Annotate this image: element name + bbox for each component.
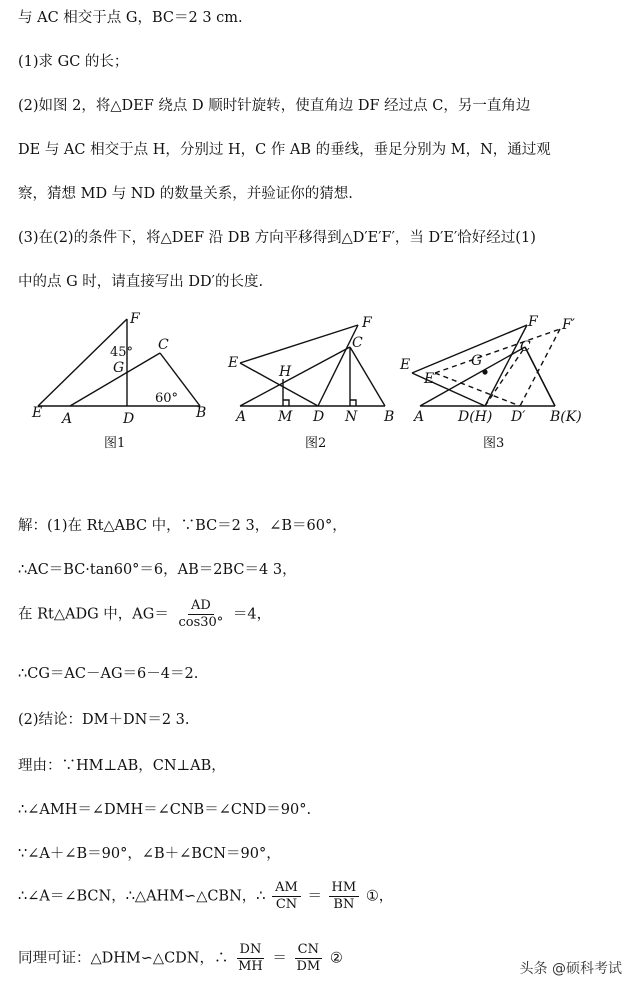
fig3-point-G bbox=[482, 369, 487, 374]
solution-line-6: 理由：∵HM⊥AB，CN⊥AB， bbox=[18, 758, 226, 774]
fraction-hm-bn: $\frac{HM}{BN}$ bbox=[329, 880, 360, 913]
solution-line-7: ∴∠AMH＝∠DMH＝∠CNB＝∠CND＝90°. bbox=[18, 802, 312, 818]
fig3-label-BK: B(K) bbox=[550, 409, 582, 425]
figure-2-labels bbox=[227, 315, 394, 451]
fig1-label-G: G bbox=[113, 360, 125, 376]
fig3-label-F: F bbox=[528, 314, 538, 330]
fig1-label-F: F bbox=[130, 311, 140, 327]
fig2-label-D: D bbox=[313, 409, 325, 425]
problem-line-6: (3)在(2)的条件下，将△DEF 沿 DB 方向平移得到△D′E′F′，当 D′E′恰好经过(1) bbox=[18, 230, 536, 246]
fig1-angle-60: 60° bbox=[155, 391, 179, 406]
fig2-caption: 图2 bbox=[305, 436, 327, 451]
fig3-caption: 图3 bbox=[483, 436, 505, 451]
solution-line-8: ∵∠A＋∠B＝90°，∠B＋∠BCN＝90°， bbox=[18, 846, 281, 862]
solution-line-10: 同理可证：△DHM∽△CDN，∴ $\frac{DN}{MH}$ ＝ $\frac{CN}{DM}$ ② bbox=[18, 942, 343, 974]
fig2-label-H: H bbox=[279, 364, 292, 380]
problem-line-7: 中的点 G 时，请直接写出 DD′的长度. bbox=[18, 274, 264, 290]
fig2-label-B: B bbox=[384, 409, 395, 425]
fraction-am-cn: $\frac{AM}{CN}$ bbox=[272, 880, 301, 913]
fig2-label-M: M bbox=[278, 409, 293, 425]
fig2-label-A: A bbox=[236, 409, 247, 425]
fraction-cn-dm: $\frac{CN}{DM}$ bbox=[296, 942, 321, 974]
watermark: 头条 @硕科考试 bbox=[519, 961, 622, 977]
fig2-label-C: C bbox=[352, 335, 363, 351]
fig2-label-F: F bbox=[362, 315, 372, 331]
fig3-label-C: C bbox=[520, 339, 531, 355]
fraction-dn-mh: $\frac{DN}{MH}$ bbox=[238, 942, 263, 974]
fig3-label-DH: D(H) bbox=[458, 409, 493, 425]
solution-line-5: (2)结论：DM＋DN＝2 3. bbox=[18, 712, 190, 728]
figure-3-labels bbox=[399, 314, 582, 451]
solution-line-4: ∴CG＝AC－AG＝6－4＝2. bbox=[18, 666, 199, 682]
fig3-label-G: G bbox=[471, 353, 483, 369]
solution-line-1: 解：(1)在 Rt△ABC 中，∵BC＝2 3，∠B＝60°， bbox=[18, 518, 347, 534]
fig3-label-E-prime: E′ bbox=[424, 371, 438, 387]
fig2-label-N: N bbox=[345, 409, 358, 425]
problem-line-3: (2)如图 2，将△DEF 绕点 D 顺时针旋转，使直角边 DF 经过点 C，另一直角边 bbox=[18, 98, 531, 114]
fig3-label-E: E bbox=[400, 357, 411, 373]
fig1-label-C: C bbox=[158, 337, 169, 353]
fig3-label-A: A bbox=[414, 409, 425, 425]
fig1-label-D: D bbox=[123, 411, 135, 427]
problem-line-4: DE 与 AC 相交于点 H，分别过 H，C 作 AB 的垂线，垂足分别为 M，N，通过观 bbox=[18, 142, 551, 158]
fig1-angle-45: 45° bbox=[110, 345, 134, 360]
solution-line-3: 在 Rt△ADG 中，AG＝ $\frac{AD}{\cos 30^\circ}$ ＝4， bbox=[18, 598, 272, 630]
solution-line-9: ∴∠A＝∠BCN，∴△AHM∽△CBN，∴ $\frac{AM}{CN}$ ＝ $\frac{HM}{BN}$ ①， bbox=[18, 880, 394, 912]
solution-line-2: ∴AC＝BC·tan60°＝6，AB＝2BC＝4 3， bbox=[18, 562, 297, 578]
fig1-label-E: E bbox=[32, 405, 43, 421]
problem-line-5: 察，猜想 MD 与 ND 的数量关系，并验证你的猜想. bbox=[18, 186, 353, 202]
fig3-label-F-prime: F′ bbox=[562, 317, 575, 333]
fig3-label-D-prime: D′ bbox=[511, 409, 526, 425]
fig1-label-B: B bbox=[196, 405, 207, 421]
problem-line-2: (1)求 GC 的长； bbox=[18, 54, 129, 70]
fig1-caption: 图1 bbox=[104, 436, 126, 451]
fraction-ad-cos30: $\frac{AD}{\cos 30^\circ}$ bbox=[178, 598, 224, 630]
fig2-label-E: E bbox=[228, 355, 239, 371]
figure-1-labels bbox=[31, 311, 206, 451]
figure-3 bbox=[412, 325, 560, 406]
fig1-label-A: A bbox=[62, 411, 73, 427]
figure-2 bbox=[240, 325, 385, 406]
geometry-figures bbox=[0, 305, 640, 460]
problem-line-1: 与 AC 相交于点 G，BC＝2 3 cm. bbox=[18, 10, 243, 26]
